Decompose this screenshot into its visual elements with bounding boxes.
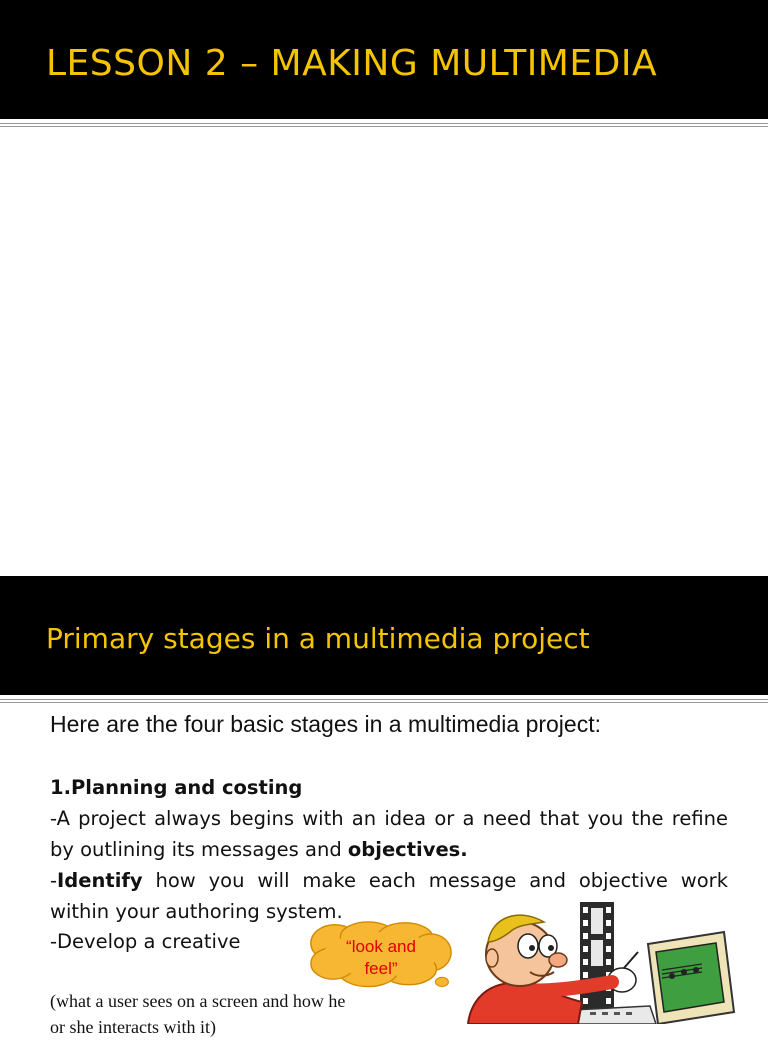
paragraph-creative: -Develop a creative (50, 930, 241, 953)
divider (0, 702, 768, 703)
bubble-line-1: “look and (346, 937, 416, 956)
para1-bold: objectives. (347, 838, 468, 861)
para2-prefix: - (50, 869, 58, 892)
paragraph-objectives (50, 803, 728, 865)
divider (0, 126, 768, 127)
bubble-text (303, 936, 459, 980)
note-text (50, 988, 345, 1040)
para2-bold: Identify (57, 869, 143, 892)
slide2-title: Primary stages in a multimedia project (46, 622, 590, 655)
divider (0, 699, 768, 700)
bubble-line-2: feel” (364, 959, 398, 978)
cartoon-man-at-computer-icon (462, 902, 752, 1024)
divider (0, 123, 768, 124)
note-line-1: (what a user sees on a screen and how he (50, 991, 346, 1011)
intro-text: Here are the four basic stages in a multimedia project: (50, 711, 601, 737)
slide1-title: LESSON 2 – MAKING MULTIMEDIA (46, 43, 658, 84)
para1-lead: -A project always begins with an idea or a need that you the refine by outlining its messages and (50, 807, 728, 861)
note-line-2: or she interacts with it) (50, 1017, 216, 1037)
para2-rest: how you will make each message and objective work within your authoring system. (50, 869, 728, 923)
stage-heading: 1.Planning and costing (50, 776, 303, 799)
